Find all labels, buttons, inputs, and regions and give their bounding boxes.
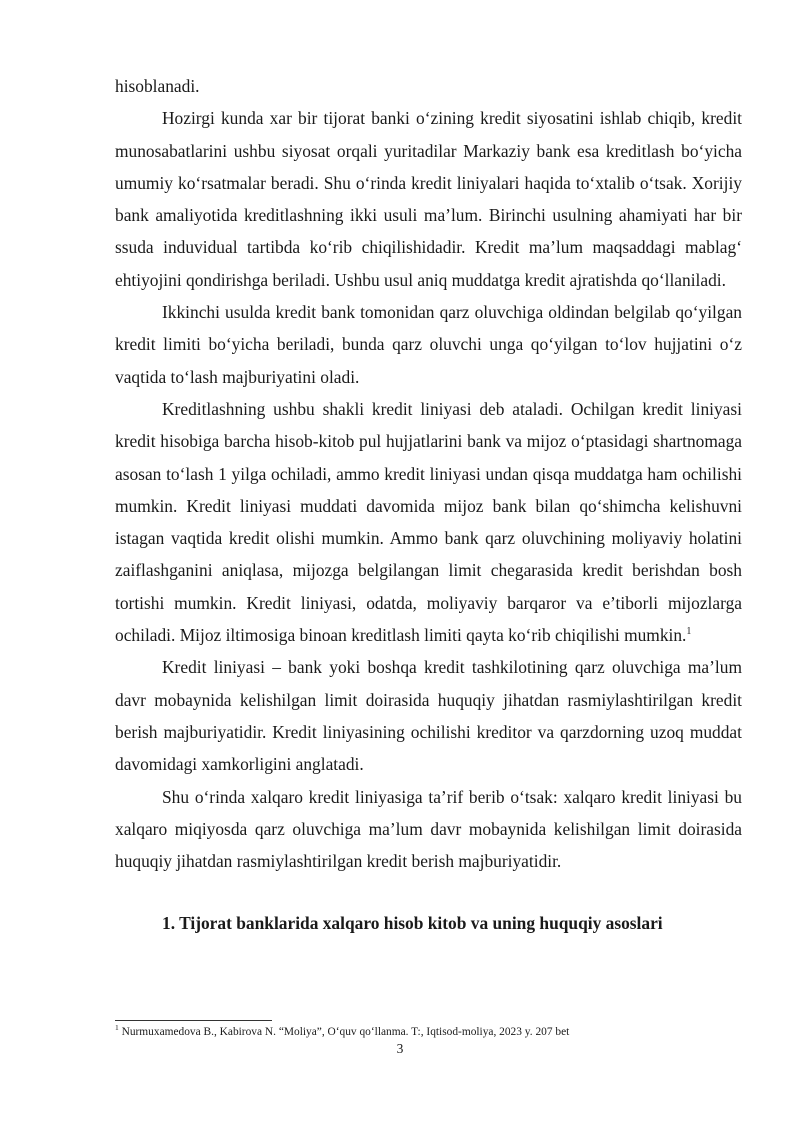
paragraph-international-credit-line: Shu o‘rinda xalqaro kredit liniyasiga ta’rif berib o‘tsak: xalqaro kredit liniyasi bu xalqaro miqiyosda qarz oluvchiga ma’lum davr mobaynida kelishilgan limit doirasida huquqiy jihatdan rasmiylashtirilgan kredit berish majburiyatidir. <box>115 786 742 872</box>
footnote-divider <box>115 1020 272 1021</box>
page-number: 3 <box>396 1041 404 1056</box>
section-heading: 1. Tijorat banklarida xalqaro hisob kitob va uning huquqiy asoslari <box>162 913 663 934</box>
paragraph-second-method: Ikkinchi usulda kredit bank tomonidan qarz oluvchiga oldindan belgilab qo‘yilgan kredit limiti bo‘yicha beriladi, bunda qarz oluvchi unga qo‘yilgan to‘lov hujjatini o‘z vaqtida to‘lash majburiyatini oladi. <box>115 302 742 387</box>
paragraph-credit-line-definition: Kredit liniyasi – bank yoki boshqa kredit tashkilotining qarz oluvchiga ma’lum davr mobaynida kelishilgan limit doirasida huquqiy jihatdan rasmiylashtirilgan kredit berish majburiyatidir. Kredit liniyasining ochilishi kreditor va qarzdorning uzoq muddat davomidagi xamkorligini anglatadi. <box>115 657 742 775</box>
paragraph-credit-policy: Hozirgi kunda xar bir tijorat banki o‘zining kredit siyosatini ishlab chiqib, kredit munosabatlarini ushbu siyosat orqali yuritadilar Markaziy bank esa kreditlash bo‘yicha umumiy ko‘rsatmalar beradi. Shu o‘rinda kredit liniyalari haqida to‘xtalib o‘tsak. Xorijiy bank amaliyotida kreditlashning ikki usuli ma’lum. Birinchi usulning ahamiyati har bir ssuda induvidual tartibda ko‘rib chiqilishidadir. Kredit ma’lum maqsaddagi mablag‘ ehtiyojini qondirishga beriladi. Ushbu usul aniq muddatga kredit ajratishda qo‘llaniladi. <box>115 108 742 290</box>
paragraph-credit-line-form <box>115 393 742 651</box>
footnote <box>115 1025 755 1039</box>
body-text <box>115 70 742 939</box>
footnote-reference[interactable]: 1 <box>686 626 692 638</box>
paragraph-continuation: hisoblanadi. <box>115 76 200 96</box>
footnote-text: Nurmuxamedova B., Kabirova N. “Moliya”, O‘quv qo‘llanma. T:, Iqtisod-moliya, 2023 y. 207 bet <box>118 1026 570 1038</box>
footnote-marker: 1 <box>115 1023 119 1033</box>
paragraph-credit-line-form-text: Kreditlashning ushbu shakli kredit liniyasi deb ataladi. Ochilgan kredit liniyasi kredit hisobiga barcha hisob-kitob pul hujjatlarini bank va mijoz o‘ptasidagi shartnomaga asosan to‘lash 1 yilga ochiladi, ammo kredit liniyasi undan qisqa muddatga ham ochilishi mumkin. Kredit liniyasi muddati davomida mijoz bank bilan qo‘shimcha kelishuvni istagan vaqtida kredit olishi mumkin. Ammo bank qarz oluvchining moliyaviy holatini zaiflashganini aniqlasa, mijozga belgilangan limit chegarasida kredit berishdan bosh tortishi mumkin. Kredit liniyasi, odatda, moliyaviy barqaror va e’tiborli mijozlarga ochiladi. Mijoz iltimosiga binoan kreditlash limiti qayta ko‘rib chiqilishi mumkin. <box>115 398 742 646</box>
